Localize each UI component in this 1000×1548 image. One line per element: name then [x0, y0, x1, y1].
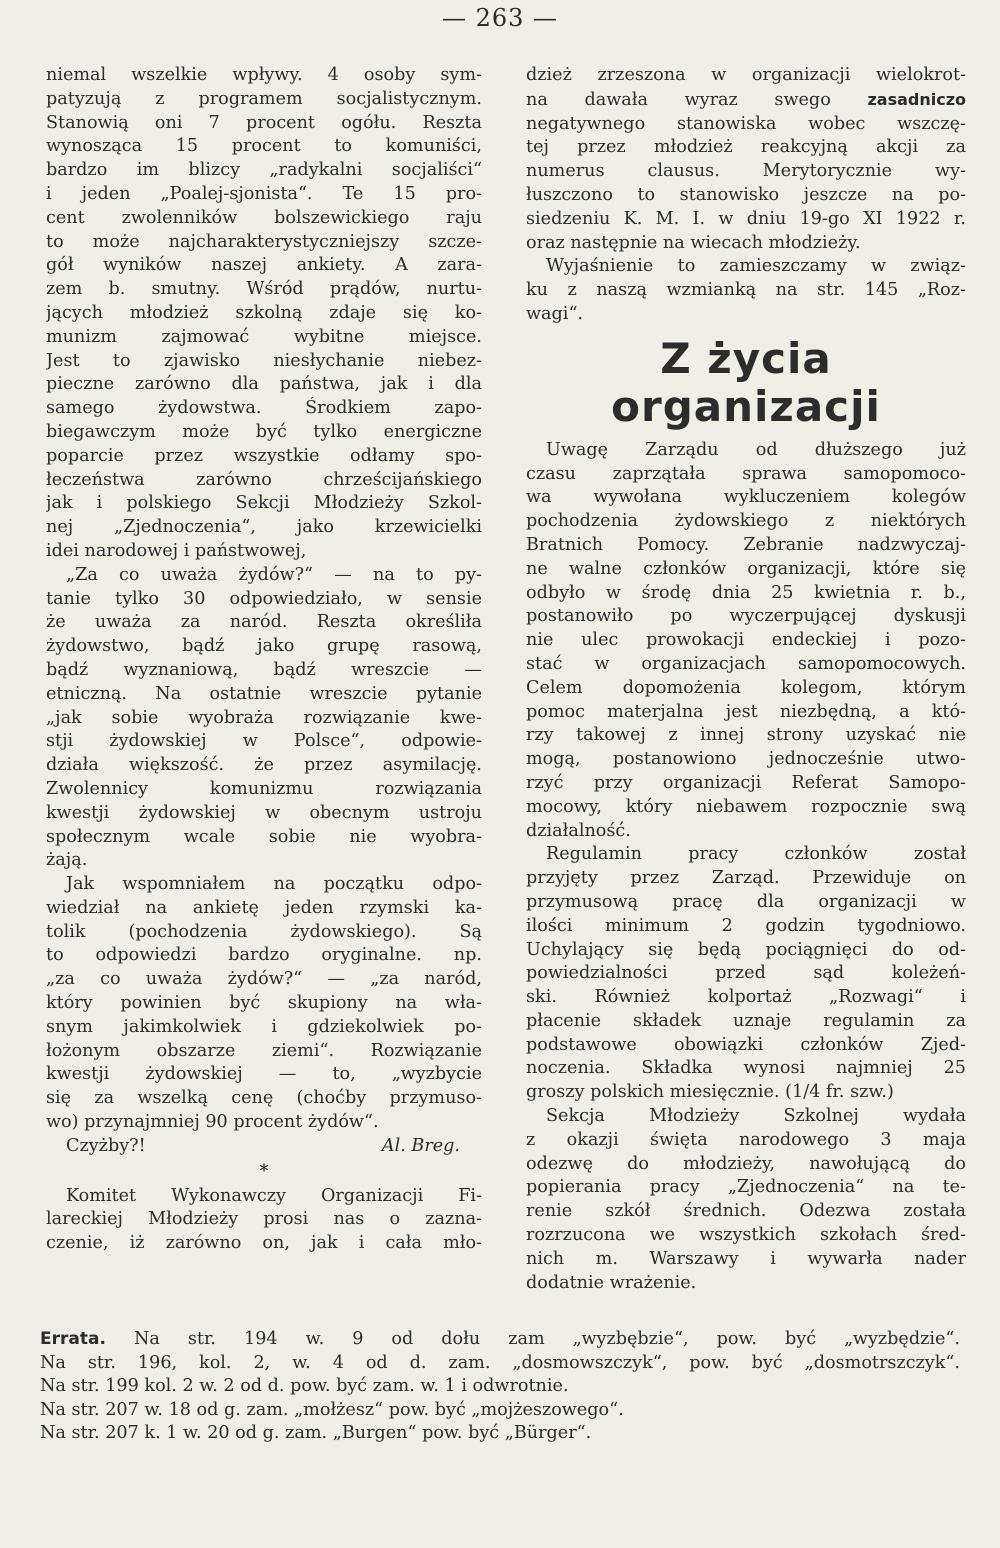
text-line: bądź wyznaniową, bądź wreszcie —	[46, 659, 482, 680]
text-line: Stanowią oni 7 procent ogółu. Reszta	[46, 112, 482, 133]
text-line: mocowy, który niebawem rozpocznie swą	[526, 796, 966, 817]
text-line: podstawowe obowiązki członków Zjed-	[526, 1034, 966, 1055]
errata-block	[40, 1328, 960, 1446]
paragraph	[46, 873, 482, 1135]
text-line: Wyjaśnienie to zamieszczamy w związ-	[546, 256, 966, 277]
text-line: płacenie składek uznaje regulamin za	[526, 1010, 966, 1031]
paragraph	[526, 439, 966, 844]
text-line: rozrzucona we wszystkich szkołach śred-	[526, 1225, 966, 1246]
text-line: popierania pracy „Zjednoczenia“ na te-	[526, 1177, 966, 1198]
text-line: czenie, iż zarówno on, jak i cała mło-	[46, 1233, 482, 1254]
text-line: numerus clausus. Merytorycznie wy-	[526, 161, 966, 182]
text-line: Zwolennicy komunizmu rozwiązania	[46, 778, 482, 799]
text-line	[526, 88, 966, 113]
text-line: noczenia. Składka wynosi najmniej 25	[526, 1058, 966, 1079]
text-line: biegawczym może być tylko energiczne	[46, 421, 482, 442]
errata-line: Na str. 199 kol. 2 w. 2 od d. pow. być zam. w. 1 i odwrotnie.	[40, 1376, 569, 1397]
text-line: Jak wspomniałem na początku odpo-	[66, 874, 482, 895]
text-line: łeczeństwa zarówno chrześcijańskiego	[46, 469, 482, 490]
text-line: który powinien być skupiony na wła-	[46, 993, 482, 1014]
paragraph	[526, 64, 966, 255]
errata-line: Na str. 207 k. 1 w. 20 od g. zam. „Burgen“ pow. być „Bürger“.	[40, 1423, 592, 1444]
section-separator: *	[259, 1160, 269, 1182]
left-column	[46, 64, 482, 1256]
text-line: groszy polskich miesięcznie. (1/4 fr. szw.)	[526, 1082, 894, 1103]
text-line: dodatnie wrażenie.	[526, 1272, 697, 1293]
text-line: ski. Również kolportaż „Rozwagi“ i	[526, 987, 966, 1008]
text-line: bardzo im blizcy „radykalni socjaliści“	[46, 160, 482, 181]
text-line: pomoc materjalna jest niezbędną, a któ-	[526, 701, 966, 722]
text-line: przymusową pracę dla organizacji w	[526, 891, 966, 912]
text-line: poparcie przez wszystkie odłamy spo-	[46, 445, 482, 466]
text-line: to może najcharakterystyczniejszy szcze-	[46, 231, 482, 252]
paragraph	[46, 1185, 482, 1256]
emphasized-word: zasadniczo	[867, 89, 966, 109]
text-line: kwestji żydowskiej w obecnym ustroju	[46, 802, 482, 823]
paragraph	[526, 843, 966, 1105]
text-line: społecznym wcale sobie nie wyobra-	[46, 826, 482, 847]
text-line: to odpowiedzi bardzo oryginalne. np.	[46, 945, 482, 966]
text-line: Bratnich Pomocy. Zebranie nadzwyczaj-	[526, 534, 966, 555]
text-line: siedzeniu K. M. I. w dniu 19-go XI 1922 r.	[526, 208, 966, 229]
paragraph	[526, 255, 966, 326]
text-line: jących młodzież szkolną zdaje się ko-	[46, 302, 482, 323]
text-line: oraz następnie na wiecach młodzieży.	[526, 232, 861, 253]
text-line: ku z naszą wzmianką na str. 145 „Roz-	[526, 280, 966, 301]
text-line: samego żydowstwa. Środkiem zapo-	[46, 398, 482, 419]
paragraph	[526, 1105, 966, 1295]
text-line: „Za co uważa żydów?“ — na to py-	[66, 564, 482, 585]
text-line: dzież zrzeszona w organizacji wielokrot-	[526, 65, 966, 85]
text-line: wynosząca 15 procent to komuniści,	[46, 136, 482, 157]
text-line: renie szkół średnich. Odezwa została	[526, 1201, 966, 1222]
text-line: nej „Zjednoczenia“, jako krzewicielki	[46, 517, 482, 538]
text-line: i jeden „Poalej-sjonista“. Te 15 pro-	[46, 183, 482, 204]
section-title: Z życia organizacji	[611, 333, 881, 431]
text-line: ilości minimum 2 godzin tygodniowo.	[526, 915, 966, 936]
text-line: że uważa za naród. Reszta określiła	[46, 612, 482, 633]
text-line: idei narodowej i państwowej,	[46, 540, 307, 561]
text-line: postanowiło po wyczerpującej dyskusji	[526, 606, 966, 627]
text-line: ne walne członków organizacji, które się	[526, 558, 966, 579]
text-line: łożonym obszarze ziemi“. Rozwiązanie	[46, 1040, 482, 1061]
text-line: Jest to zjawisko niesłychanie niebez-	[46, 350, 482, 371]
text-line: wo) przynajmniej 90 procent żydów“.	[46, 1112, 379, 1133]
text-line: działa większość. że przez asymilację.	[46, 755, 482, 776]
text-line: snym jakimkolwiek i gdziekolwiek po-	[46, 1016, 482, 1037]
text-line: powiedzialności przed sąd koleżeń-	[526, 963, 966, 984]
text-line: gół wyników naszej ankiety. A zara-	[46, 255, 482, 276]
closing-text: Czyżby?!	[66, 1135, 146, 1156]
text-line: żają.	[46, 850, 88, 871]
text-line: przyjęty przez Zarząd. Przewiduje on	[526, 868, 966, 889]
text-line: nich m. Warszawy i wywarła nader	[526, 1248, 966, 1269]
text-line: „za co uważa żydów?“ — „za naród,	[46, 969, 482, 990]
text-line: odezwę do młodzieży, nawołującą do	[526, 1153, 966, 1174]
text-line: munizm zajmować wybitne miejsce.	[46, 326, 482, 347]
text-line: cent zwolenników bolszewickiego raju	[46, 207, 482, 228]
author-signature: Al. Breg.	[381, 1135, 460, 1156]
text-line: się za wszelką cenę (choćby przymuso-	[46, 1088, 482, 1109]
text-line: wagi“.	[526, 303, 584, 324]
text-line: zem b. smutny. Wśród prądów, nurtu-	[46, 279, 482, 300]
text-line: Uwagę Zarządu od dłuższego już	[546, 439, 966, 460]
text-line: Sekcja Młodzieży Szkolnej wydała	[546, 1106, 966, 1127]
text-line: lareckiej Młodzieży prosi nas o zazna-	[46, 1209, 482, 1230]
text-line: tej przez młodzież reakcyjną akcji za	[526, 137, 966, 158]
text-line: niemal wszelkie wpływy. 4 osoby sym-	[46, 65, 482, 85]
text-line: Uchylający się będą pociągnięci do od-	[526, 939, 966, 960]
text-line: Celem dopomożenia kolegom, którym	[526, 677, 966, 698]
text-line: negatywnego stanowiska wobec wszczę-	[526, 113, 966, 134]
text-line: Komitet Wykonawczy Organizacji Fi-	[66, 1185, 482, 1206]
text-line: tanie tylko 30 odpowiedziało, w sensie	[46, 588, 482, 609]
paragraph	[46, 564, 482, 873]
page-number: — 263 —	[441, 4, 559, 32]
errata-line	[40, 1328, 960, 1352]
text-line: odbyło w środę dnia 25 kwietnia r. b.,	[526, 582, 966, 603]
text-line: rzy takowej z innej strony uzyskać nie	[526, 725, 966, 746]
text-line: etniczną. Na ostatnie wreszcie pytanie	[46, 683, 482, 704]
text-line: nie ulec prowokacji endeckiej i pozo-	[526, 630, 966, 651]
text-line: kwestji żydowskiej — to, „wyzbycie	[46, 1064, 482, 1085]
text-line: z okazji święta narodowego 3 maja	[526, 1129, 966, 1150]
errata-line: Na str. 196, kol. 2, w. 4 od d. zam. „dosmowszczyk“, pow. być „dosmotrszczyk“.	[40, 1352, 960, 1373]
right-column	[526, 64, 966, 1295]
text-line: czasu zaprzątała sprawa samopomoco-	[526, 463, 966, 484]
text-line: wa wywołana wykluczeniem kolegów	[526, 487, 966, 508]
text-line: pieczne zarówno dla państwa, jak i dla	[46, 374, 482, 395]
errata-label: Errata.	[40, 1329, 106, 1349]
text-line: stji żydowskiej w Polsce“, odpowie-	[46, 731, 482, 752]
text-line: pochodzenia żydowskiego z niektórych	[526, 511, 966, 532]
text-line: „jak sobie wyobraża rozwiązanie kwe-	[46, 707, 482, 728]
paragraph	[46, 64, 482, 564]
text-line: jak i polskiego Sekcji Młodzieży Szkol-	[46, 493, 482, 514]
signature-line	[46, 1135, 482, 1159]
text-line: rzyć przy organizacji Referat Samopo-	[526, 772, 966, 793]
text-line: żydowstwo, bądź jako grupę rasową,	[46, 636, 482, 657]
errata-text: Na str. 194 w. 9 od dołu zam „wyzbębzie“, pow. być „wyzbędzie“.	[105, 1329, 960, 1349]
text-line: Regulamin pracy członków został	[546, 844, 966, 865]
text-line: łuszczono to stanowisko jeszcze na po-	[526, 184, 966, 205]
text-line: mogą, postanowiono jednocześnie utwo-	[526, 749, 966, 770]
text-line: wiedział na ankietę jeden rzymski ka-	[46, 897, 482, 918]
text-fragment: na dawała wyraz swego	[526, 89, 868, 110]
text-line: działalność.	[526, 820, 631, 841]
text-line: stać w organizacjach samopomocowych.	[526, 653, 966, 674]
errata-line: Na str. 207 w. 18 od g. zam. „mołżesz“ pow. być „mojżeszowego“.	[40, 1399, 624, 1420]
errata-list	[40, 1352, 960, 1446]
text-line: patyzują z programem socjalistycznym.	[46, 88, 482, 109]
text-line: tolik (pochodzenia żydowskiego). Są	[46, 921, 482, 942]
